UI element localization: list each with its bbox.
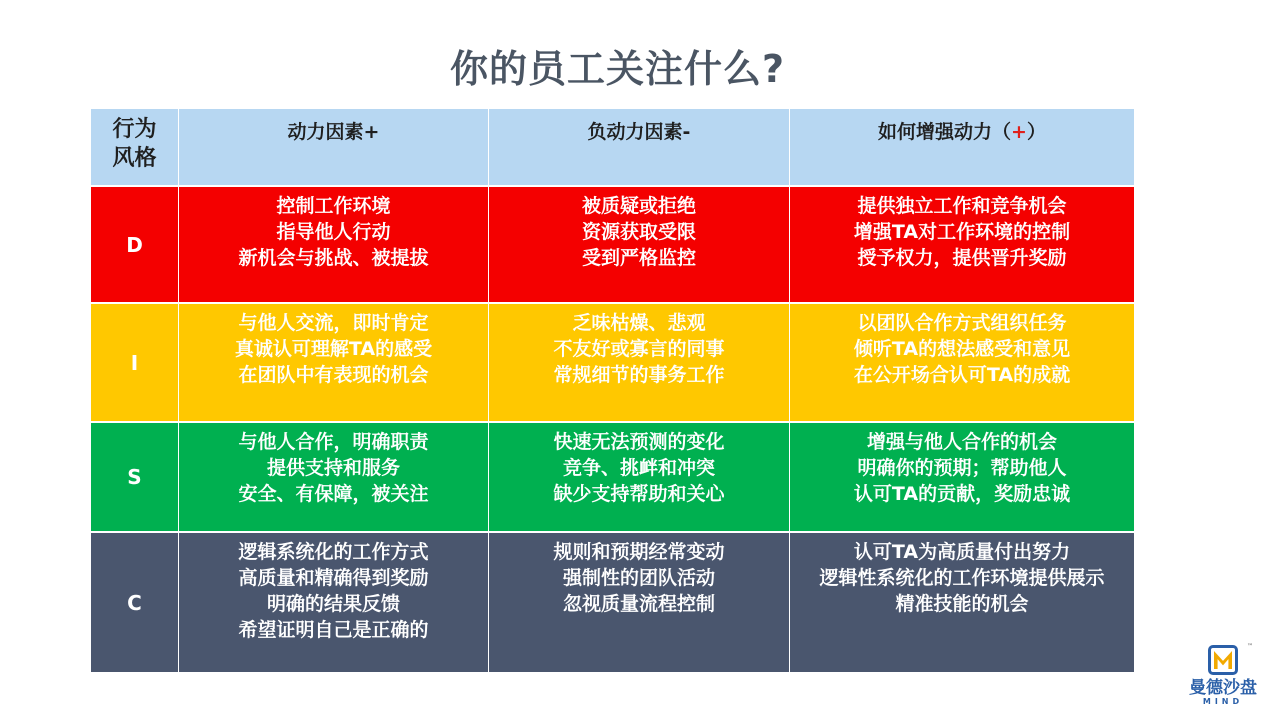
row-label-d: D <box>91 187 178 302</box>
header-behavior-style <box>91 109 178 185</box>
row-label-i: I <box>91 304 178 421</box>
cell-s-motivators <box>179 423 488 531</box>
cell-line: 被质疑或拒绝 <box>581 195 696 217</box>
cell-line: 不友好或寡言的同事 <box>553 338 725 360</box>
cell-c-motivators <box>179 533 488 672</box>
cell-d-enhance <box>790 187 1134 302</box>
cell-line: 认可TA为高质量付出努力 <box>853 541 1071 563</box>
cell-s-demotivators <box>489 423 789 531</box>
cell-line: 常规细节的事务工作 <box>553 364 725 386</box>
cell-line: 增强TA对工作环境的控制 <box>853 221 1071 243</box>
cell-line: 希望证明自己是正确的 <box>238 619 429 641</box>
header-enhance <box>790 109 1134 185</box>
cell-line: 竞争、挑衅和冲突 <box>562 457 715 479</box>
row-label-c: C <box>91 533 178 672</box>
disc-motivation-table <box>91 109 1134 664</box>
cell-c-demotivators <box>489 533 789 672</box>
cell-line: 强制性的团队活动 <box>562 567 715 589</box>
trademark-symbol: ™ <box>1247 643 1253 650</box>
cell-line: 新机会与挑战、被提拔 <box>238 247 429 269</box>
header-motivators: 动力因素+ <box>179 109 488 185</box>
cell-line: 真诚认可理解TA的感受 <box>234 338 433 360</box>
cell-line: 提供独立工作和竞争机会 <box>857 195 1067 217</box>
cell-line: 授予权力，提供晋升奖励 <box>857 247 1067 269</box>
cell-c-enhance <box>790 533 1134 672</box>
cell-i-enhance <box>790 304 1134 421</box>
cell-line: 倾听TA的想法感受和意见 <box>853 338 1071 360</box>
cell-line: 以团队合作方式组织任务 <box>857 312 1067 334</box>
header-behavior-style-line2: 风格 <box>112 146 157 171</box>
header-demotivators: 负动力因素- <box>489 109 789 185</box>
cell-d-motivators <box>179 187 488 302</box>
row-label-s: S <box>91 423 178 531</box>
header-behavior-style-line1: 行为 <box>112 117 157 142</box>
brand-logo <box>1183 645 1263 713</box>
cell-line: 忽视质量流程控制 <box>562 593 715 615</box>
cell-line: 资源获取受限 <box>581 221 696 243</box>
brand-name-en: MIND <box>1202 697 1244 706</box>
cell-d-demotivators <box>489 187 789 302</box>
brand-name-cn: 曼德沙盘 <box>1189 678 1257 698</box>
page-title: 你的员工关注什么? <box>449 47 786 91</box>
cell-line: 快速无法预测的变化 <box>553 431 725 453</box>
cell-line: 认可TA的贡献，奖励忠诚 <box>853 483 1071 505</box>
cell-line: 受到严格监控 <box>581 247 696 269</box>
cell-i-motivators <box>179 304 488 421</box>
cell-line: 安全、有保障，被关注 <box>238 483 429 505</box>
cell-line: 在团队中有表现的机会 <box>238 364 429 386</box>
cell-line: 高质量和精确得到奖励 <box>238 567 429 589</box>
cell-line: 乏味枯燥、悲观 <box>572 312 706 334</box>
header-enhance-text: 如何增强动力（ <box>878 121 1012 143</box>
cell-line: 在公开场合认可TA的成就 <box>853 364 1071 386</box>
cell-line: 精准技能的机会 <box>895 593 1029 615</box>
cell-line: 控制工作环境 <box>276 195 391 217</box>
header-enhance-plus: + <box>1011 121 1027 143</box>
cell-line: 逻辑系统化的工作方式 <box>238 541 429 563</box>
cell-line: 明确的结果反馈 <box>266 593 400 615</box>
cell-line: 明确你的预期；帮助他人 <box>857 457 1067 479</box>
cell-line: 提供支持和服务 <box>266 457 400 479</box>
header-enhance-end: ） <box>1026 121 1046 143</box>
cell-line: 指导他人行动 <box>276 221 391 243</box>
cell-line: 缺少支持帮助和关心 <box>553 483 725 505</box>
cell-line: 与他人合作，明确职责 <box>238 431 429 453</box>
cell-i-demotivators <box>489 304 789 421</box>
cell-line: 逻辑性系统化的工作环境提供展示 <box>819 567 1105 589</box>
cell-s-enhance <box>790 423 1134 531</box>
mind-logo-icon <box>1208 645 1238 675</box>
cell-line: 与他人交流，即时肯定 <box>238 312 429 334</box>
cell-line: 规则和预期经常变动 <box>553 541 725 563</box>
cell-line: 增强与他人合作的机会 <box>866 431 1057 453</box>
